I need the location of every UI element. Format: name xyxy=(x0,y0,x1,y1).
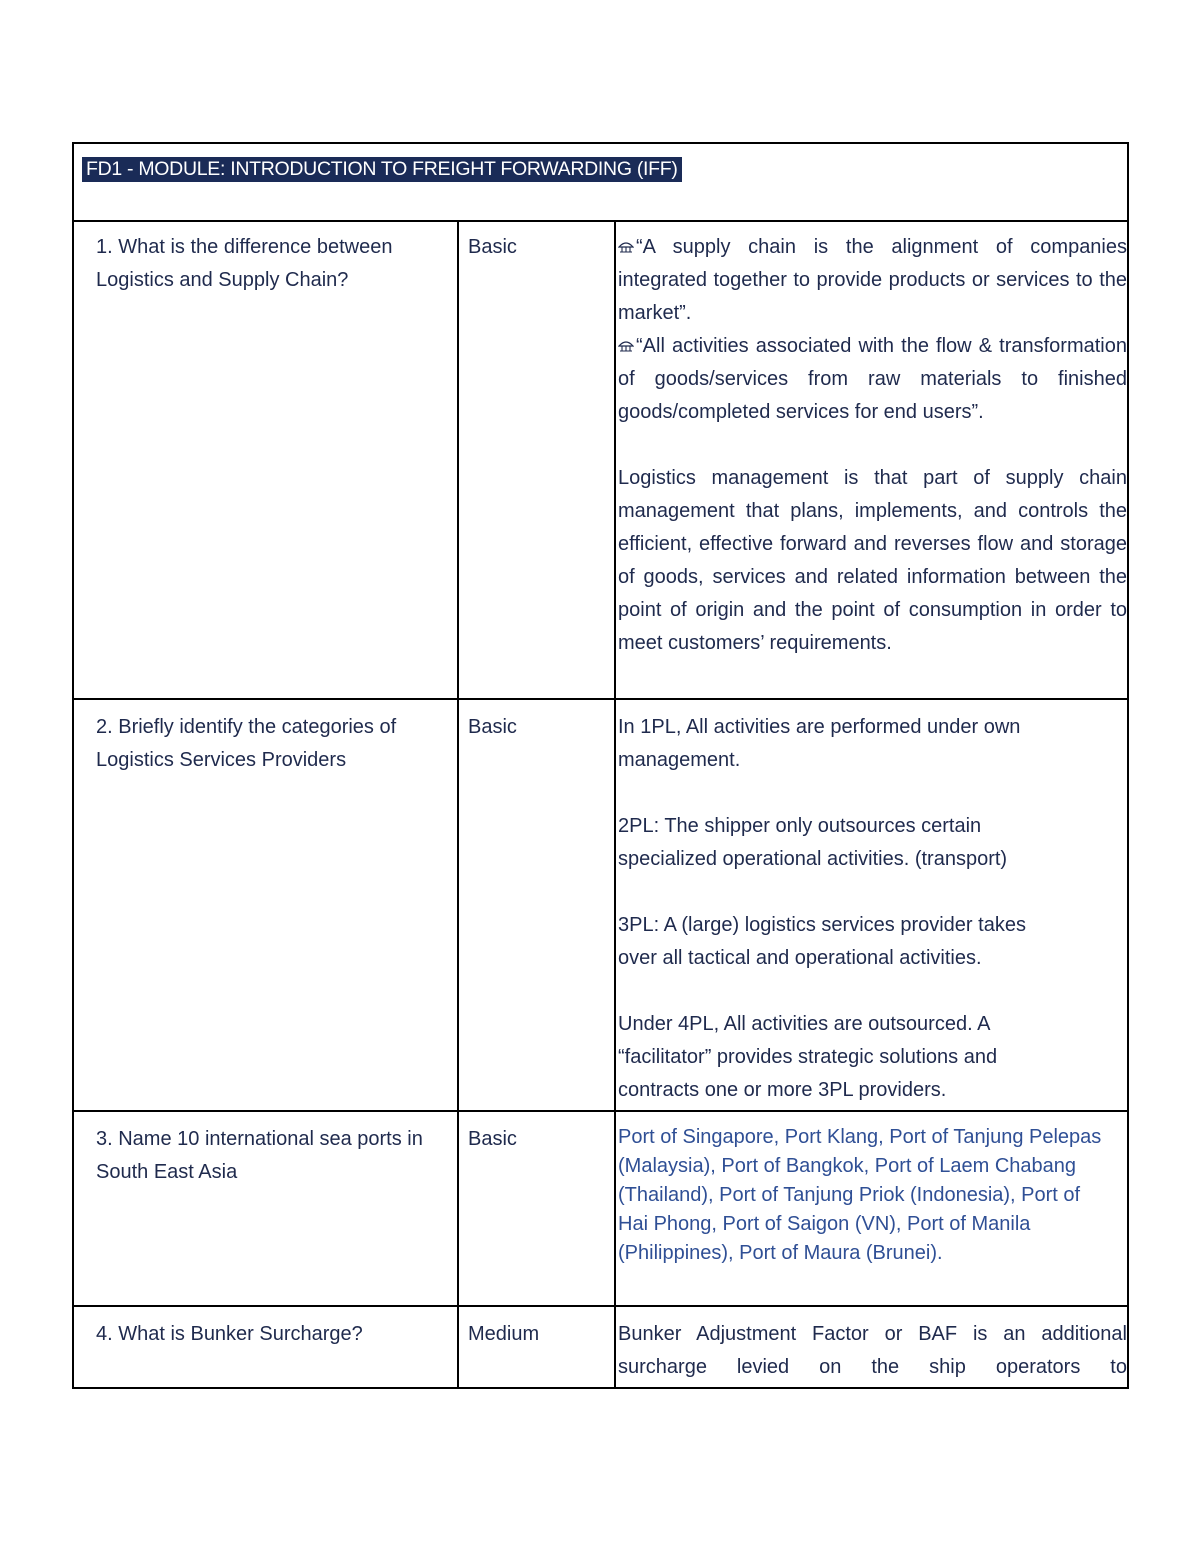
answer-cell xyxy=(616,1307,1129,1389)
answer-cell xyxy=(616,700,1129,1110)
answer-line: (Thailand), Port of Tanjung Priok (Indonesia), Port of xyxy=(618,1184,1081,1206)
module-title: FD1 - MODULE: INTRODUCTION TO FREIGHT FORWARDING (IFF) xyxy=(82,157,682,182)
answer-paragraph xyxy=(618,330,1127,429)
question-text: 2. Briefly identify the categories of Logistics Services Providers xyxy=(96,716,397,771)
question-cell xyxy=(74,700,457,1110)
answer-text: “A supply chain is the alignment of companies integrated together to provide products or services to the market”. xyxy=(618,236,1127,324)
answer-line: Port of Singapore, Port Klang, Port of Tanjung Pelepas xyxy=(618,1126,1102,1148)
level-text: Basic xyxy=(468,716,517,738)
answer-cell xyxy=(616,1112,1129,1305)
answer-line: 2PL: The shipper only outsources certain xyxy=(618,815,982,837)
answer-line: 3PL: A (large) logistics services provider takes xyxy=(618,914,1026,936)
question-cell xyxy=(74,220,457,698)
answer-cell xyxy=(616,220,1129,698)
table-row xyxy=(74,1307,1127,1389)
answer-line: management. xyxy=(618,749,741,771)
level-cell xyxy=(459,1307,614,1389)
level-text: Basic xyxy=(468,236,517,258)
answer-line: over all tactical and operational activities. xyxy=(618,947,982,969)
answer-text: Logistics management is that part of supply chain management that plans, implements, and controls the efficient, effective forward and reverses flow and storage of goods, services and related information between the point of origin and the point of consumption in order to meet customers’ requirements. xyxy=(618,467,1127,654)
table-header xyxy=(74,144,1127,222)
question-text: 4. What is Bunker Surcharge? xyxy=(96,1323,363,1345)
question-text: 3. Name 10 international sea ports in South East Asia xyxy=(96,1128,423,1183)
answer-line: (Philippines), Port of Maura (Brunei). xyxy=(618,1242,943,1264)
question-text: 1. What is the difference between Logistics and Supply Chain? xyxy=(96,236,393,291)
level-text: Basic xyxy=(468,1128,517,1150)
level-cell xyxy=(459,1112,614,1305)
answer-line: Bunker Adjustment Factor or BAF is an additional xyxy=(618,1323,1127,1345)
table-row xyxy=(74,220,1127,700)
table-row xyxy=(74,700,1127,1112)
level-cell xyxy=(459,700,614,1110)
question-cell xyxy=(74,1112,457,1305)
answer-line: (Malaysia), Port of Bangkok, Port of Laem Chabang xyxy=(618,1155,1077,1177)
answer-text: “All activities associated with the flow & transformation of goods/services from raw materials to finished goods/completed services for end users”. xyxy=(618,335,1127,423)
faq-table xyxy=(72,142,1129,1389)
answer-line: Hai Phong, Port of Saigon (VN), Port of Manila xyxy=(618,1213,1031,1235)
answer-line: specialized operational activities. (transport) xyxy=(618,848,1008,870)
umbrella-icon xyxy=(618,240,634,254)
level-cell xyxy=(459,220,614,698)
table-row xyxy=(74,1112,1127,1307)
answer-paragraph xyxy=(618,231,1127,330)
answer-line: surcharge levied on the ship operators to xyxy=(618,1356,1127,1378)
answer-line: “facilitator” provides strategic solutions and xyxy=(618,1046,998,1068)
umbrella-icon xyxy=(618,339,634,353)
answer-line: contracts one or more 3PL providers. xyxy=(618,1079,947,1101)
level-text: Medium xyxy=(468,1323,540,1345)
answer-line: In 1PL, All activities are performed under own xyxy=(618,716,1021,738)
answer-line: Under 4PL, All activities are outsourced. A xyxy=(618,1013,991,1035)
question-cell xyxy=(74,1307,457,1389)
